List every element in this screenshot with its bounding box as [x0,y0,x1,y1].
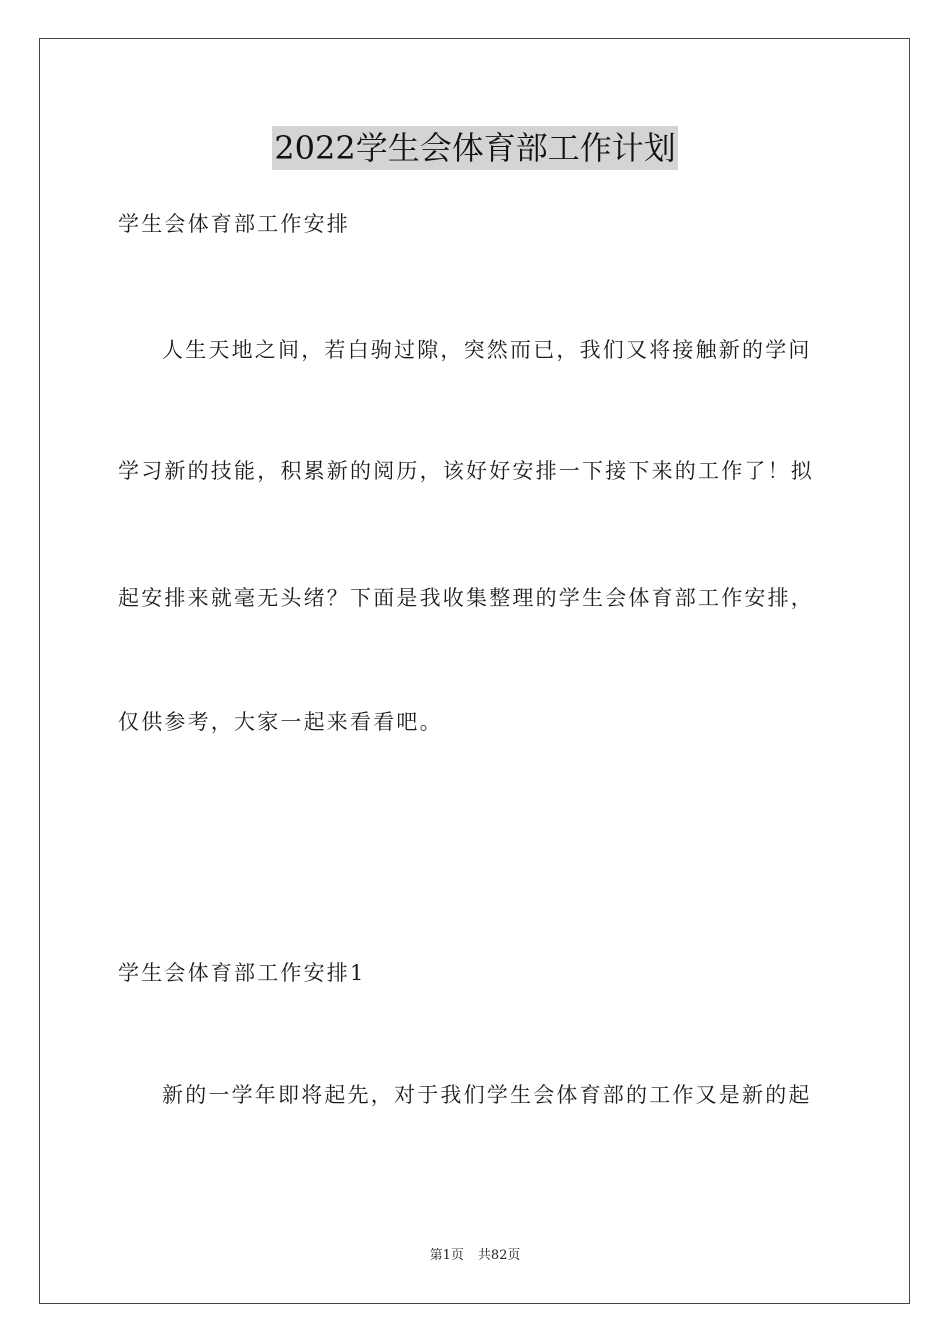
subsection-heading: 学生会体育部工作安排1 [118,961,366,985]
paragraph-line: 学习新的技能，积累新的阅历，该好好安排一下接下来的工作了！拟 [118,459,814,483]
paragraph-line: 人生天地之间，若白驹过隙，突然而已，我们又将接触新的学问 [162,338,812,362]
page-number: 第1页 [429,1248,464,1263]
page-total: 共82页 [477,1248,521,1263]
page-footer [0,1247,950,1265]
document-title: 2022学生会体育部工作计划 [272,126,677,170]
section-heading: 学生会体育部工作安排 [118,212,350,236]
title-container [0,126,950,170]
paragraph-line: 仅供参考，大家一起来看看吧。 [118,710,443,734]
paragraph-line: 起安排来就毫无头绪？下面是我收集整理的学生会体育部工作安排， [118,586,814,610]
paragraph-line: 新的一学年即将起先，对于我们学生会体育部的工作又是新的起 [162,1083,812,1107]
